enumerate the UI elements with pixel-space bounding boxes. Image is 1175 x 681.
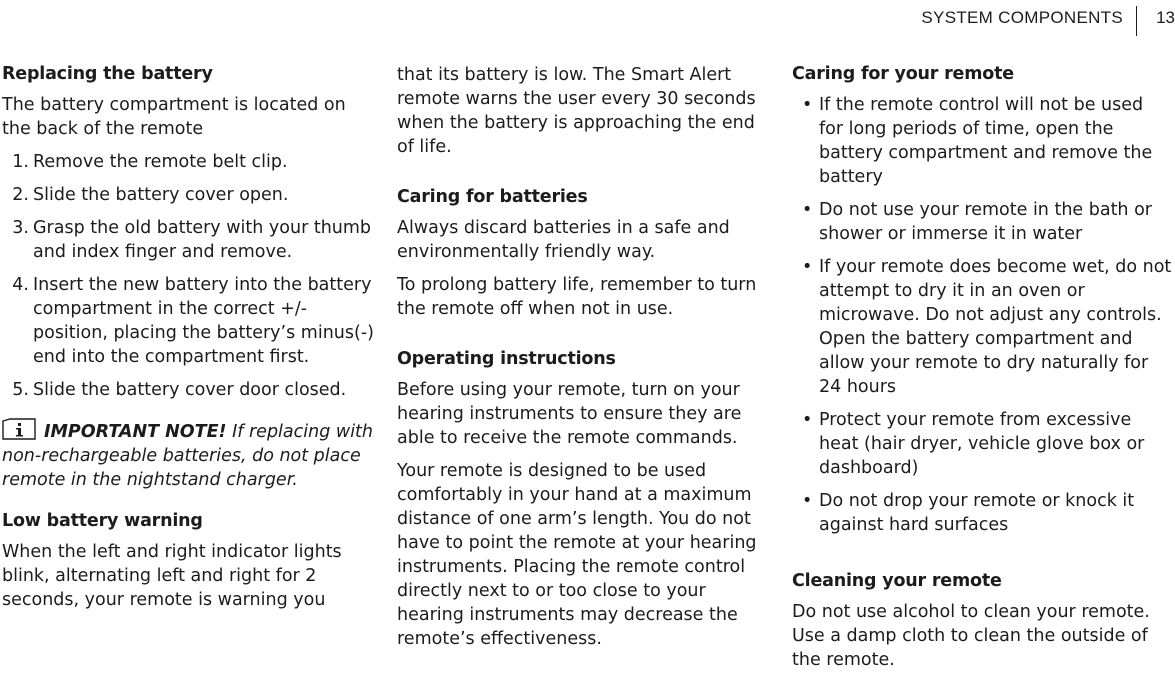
bullet-icon: • [802, 491, 813, 511]
list-item: • Protect your remote from excessive heat (hair dryer, vehicle glove box or dashboard) [802, 410, 1145, 478]
step-item: 4. Insert the new battery into the battery compartment in the correct +/- position, placing the battery’s minus(-) end into the compartment first. [12, 275, 374, 367]
section-title: SYSTEM COMPONENTS [921, 8, 1123, 27]
low-battery-text: When the left and right indicator lights blink, alternating left and right for 2 seconds, your remote is warning you [2, 542, 342, 610]
bullet-icon: • [802, 95, 813, 115]
info-icon [2, 418, 36, 440]
page-number: 13 [1156, 8, 1175, 27]
cleaning-remote-heading: Cleaning your remote [792, 571, 1002, 591]
step-item: 5. Slide the battery cover door closed. [12, 380, 347, 400]
list-item: • Do not use your remote in the bath or shower or immerse it in water [802, 200, 1152, 244]
bullet-icon: • [802, 200, 813, 220]
step-item: 2. Slide the battery cover open. [12, 185, 289, 205]
note-text: If replacing with non-rechargeable batteries, do not place remote in the nightstand charger. [2, 422, 374, 490]
header-divider [1136, 6, 1137, 36]
caring-remote-heading: Caring for your remote [792, 64, 1014, 84]
important-note [2, 418, 374, 492]
column-left [2, 63, 374, 621]
column-right [792, 63, 1172, 681]
note-title: IMPORTANT NOTE! [44, 422, 227, 442]
step-item: 1. Remove the remote belt clip. [12, 152, 288, 172]
caring-batteries-text-1: Always discard batteries in a safe and environmentally friendly way. [397, 218, 730, 262]
replacement-steps [2, 150, 374, 402]
replacing-battery-intro: The battery compartment is located on the back of the remote [2, 95, 346, 139]
column-middle [397, 63, 769, 660]
caring-batteries-heading: Caring for batteries [397, 187, 588, 207]
caring-remote-list [792, 93, 1172, 537]
list-item: • Do not drop your remote or knock it against hard surfaces [802, 491, 1135, 535]
replacing-battery-heading: Replacing the battery [2, 64, 213, 84]
operating-instructions-heading: Operating instructions [397, 349, 616, 369]
list-item: • If the remote control will not be used for long periods of time, open the battery compartment and remove the battery [802, 95, 1153, 187]
step-item: 3. Grasp the old battery with your thumb and index finger and remove. [12, 218, 372, 262]
operating-instructions-text-1: Before using your remote, turn on your hearing instruments to ensure they are able to receive the remote commands. [397, 380, 742, 448]
caring-batteries-text-2: To prolong battery life, remember to turn the remote off when not in use. [397, 275, 757, 319]
bullet-icon: • [802, 410, 813, 430]
bullet-icon: • [802, 257, 813, 277]
low-battery-continuation: that its battery is low. The Smart Alert remote warns the user every 30 seconds when the battery is approaching the end of life. [397, 65, 756, 157]
list-item: • If your remote does become wet, do not attempt to dry it in an oven or microwave. Do not adjust any controls. Open the battery compartment and allow your remote to dry naturally for 24 hours [802, 257, 1172, 397]
operating-instructions-text-2: Your remote is designed to be used comfortably in your hand at a maximum distance of one arm’s length. You do not have to point the remote at your hearing instruments. Placing the remote control directly next to or too close to your hearing instruments may decrease the remote’s effectiveness. [397, 461, 757, 649]
cleaning-remote-text: Do not use alcohol to clean your remote. Use a damp cloth to clean the outside of the remote. [792, 602, 1150, 670]
low-battery-heading: Low battery warning [2, 511, 203, 531]
